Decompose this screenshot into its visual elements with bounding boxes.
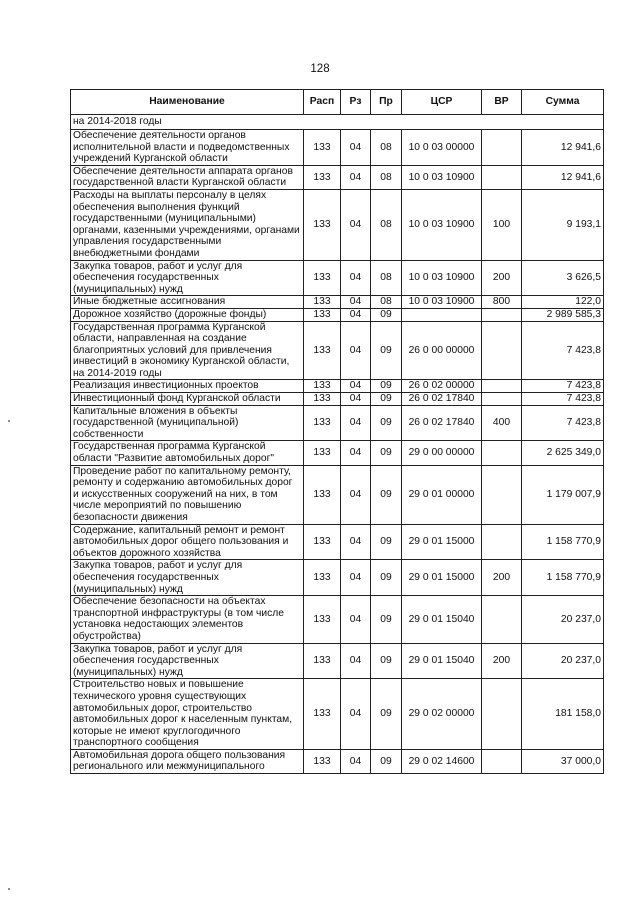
cell-vr: 200 — [482, 643, 522, 679]
header-csr: ЦСР — [402, 90, 482, 115]
cell-csr: 29 0 01 00000 — [402, 465, 482, 524]
cell-sum: 122,0 — [522, 296, 604, 309]
cell-pr: 09 — [371, 679, 402, 750]
cell-csr: 29 0 02 00000 — [402, 679, 482, 750]
cell-name: Дорожное хозяйство (дорожные фонды) — [71, 308, 304, 321]
cell-sum: 7 423,8 — [522, 321, 604, 380]
table-row — [71, 165, 604, 189]
cell-csr: 10 0 03 10900 — [402, 260, 482, 296]
header-rasp: Расп — [304, 90, 341, 115]
table-row — [71, 441, 604, 465]
cell-rasp: 133 — [304, 643, 341, 679]
cell-vr: 400 — [482, 405, 522, 441]
cell-vr — [482, 393, 522, 406]
cell-pr: 09 — [371, 308, 402, 321]
cell-csr: 10 0 03 10900 — [402, 296, 482, 309]
table-row — [71, 465, 604, 524]
header-sum: Сумма — [522, 90, 604, 115]
table-header-row — [71, 90, 604, 115]
cell-csr: 26 0 02 00000 — [402, 380, 482, 393]
header-rz: Рз — [341, 90, 371, 115]
cell-name: Обеспечение деятельности органов исполнительной власти и подведомственных учреждений Курганской области — [71, 130, 304, 166]
scan-mark — [8, 420, 10, 422]
cell-rasp: 133 — [304, 260, 341, 296]
cell-name: Проведение работ по капитальному ремонту, ремонту и содержанию автомобильных дорог и искусственных сооружений на них, в том числе мероприятий по повышению безопасности движения — [71, 465, 304, 524]
cell-sum: 12 941,6 — [522, 130, 604, 166]
table-row — [71, 596, 604, 643]
cell-pr: 09 — [371, 393, 402, 406]
cell-vr — [482, 441, 522, 465]
cell-name: Автомобильная дорога общего пользования регионального или межмуниципального — [71, 749, 304, 773]
cell-pr: 09 — [371, 560, 402, 596]
table-row — [71, 560, 604, 596]
header-pr: Пр — [371, 90, 402, 115]
cell-rasp: 133 — [304, 393, 341, 406]
cell-rasp: 133 — [304, 308, 341, 321]
continuation-row — [71, 115, 604, 130]
cell-name: Закупка товаров, работ и услуг для обеспечения государственных (муниципальных) нужд — [71, 643, 304, 679]
cell-sum: 1 158 770,9 — [522, 524, 604, 560]
cell-vr — [482, 308, 522, 321]
cell-name: Обеспечение деятельности аппарата органов государственной власти Курганской области — [71, 165, 304, 189]
cell-csr: 29 0 01 15000 — [402, 524, 482, 560]
cell-vr: 200 — [482, 560, 522, 596]
cell-sum: 7 423,8 — [522, 380, 604, 393]
cell-csr: 29 0 01 15000 — [402, 560, 482, 596]
cell-rz: 04 — [341, 260, 371, 296]
cell-pr: 08 — [371, 189, 402, 260]
cell-rasp: 133 — [304, 441, 341, 465]
cell-pr: 08 — [371, 260, 402, 296]
cell-pr: 09 — [371, 441, 402, 465]
cell-rasp: 133 — [304, 560, 341, 596]
cell-vr — [482, 130, 522, 166]
cell-rasp: 133 — [304, 749, 341, 773]
cell-vr — [482, 679, 522, 750]
cell-name: Инвестиционный фонд Курганской области — [71, 393, 304, 406]
table-row — [71, 130, 604, 166]
cell-rz: 04 — [341, 321, 371, 380]
cell-pr: 08 — [371, 130, 402, 166]
cell-sum: 1 179 007,9 — [522, 465, 604, 524]
cell-sum: 20 237,0 — [522, 643, 604, 679]
cell-pr: 09 — [371, 405, 402, 441]
table-row — [71, 393, 604, 406]
cell-rz: 04 — [341, 524, 371, 560]
cell-pr: 09 — [371, 643, 402, 679]
cell-csr: 29 0 01 15040 — [402, 596, 482, 643]
cell-sum: 1 158 770,9 — [522, 560, 604, 596]
cell-rz: 04 — [341, 165, 371, 189]
cell-rasp: 133 — [304, 321, 341, 380]
budget-table — [70, 89, 604, 774]
table-row — [71, 643, 604, 679]
cell-vr — [482, 321, 522, 380]
cell-name: Расходы на выплаты персоналу в целях обеспечения выполнения функций государственными (муниципальными) органами, казенными учреждениями, органами управления государственными внебюджетными фондами — [71, 189, 304, 260]
cell-name: Государственная программа Курганской области, направленная на создание благоприятных условий для привлечения инвестиций в экономику Курганской области, на 2014-2019 годы — [71, 321, 304, 380]
cell-csr — [402, 308, 482, 321]
table-row — [71, 679, 604, 750]
cell-rz: 04 — [341, 596, 371, 643]
cell-rz: 04 — [341, 393, 371, 406]
cell-rasp: 133 — [304, 130, 341, 166]
page-number: 128 — [310, 63, 330, 75]
cell-pr: 09 — [371, 524, 402, 560]
cell-rz: 04 — [341, 441, 371, 465]
cell-rz: 04 — [341, 643, 371, 679]
cell-vr — [482, 596, 522, 643]
header-vr: ВР — [482, 90, 522, 115]
cell-vr — [482, 749, 522, 773]
header-name: Наименование — [71, 90, 304, 115]
scan-mark — [8, 888, 10, 890]
cell-pr: 08 — [371, 165, 402, 189]
table-row — [71, 405, 604, 441]
cell-pr: 09 — [371, 380, 402, 393]
cell-sum: 12 941,6 — [522, 165, 604, 189]
table-row — [71, 189, 604, 260]
cell-rasp: 133 — [304, 679, 341, 750]
table-row — [71, 380, 604, 393]
cell-rasp: 133 — [304, 524, 341, 560]
cell-rasp: 133 — [304, 465, 341, 524]
cell-csr: 29 0 00 00000 — [402, 441, 482, 465]
cell-rasp: 133 — [304, 596, 341, 643]
cell-vr — [482, 465, 522, 524]
cell-name: Закупка товаров, работ и услуг для обеспечения государственных (муниципальных) нужд — [71, 560, 304, 596]
cell-pr: 08 — [371, 296, 402, 309]
cell-rasp: 133 — [304, 189, 341, 260]
cell-vr: 200 — [482, 260, 522, 296]
cell-vr: 100 — [482, 189, 522, 260]
table-row — [71, 260, 604, 296]
table-row — [71, 321, 604, 380]
cell-vr — [482, 165, 522, 189]
cell-csr: 29 0 01 15040 — [402, 643, 482, 679]
cell-sum: 20 237,0 — [522, 596, 604, 643]
cell-rz: 04 — [341, 465, 371, 524]
cell-name: Строительство новых и повышение технического уровня существующих автомобильных дорог, строительство автомобильных дорог к населенным пунктам, которые не имеют круглогодичного транспортного сообщения — [71, 679, 304, 750]
cell-sum: 7 423,8 — [522, 393, 604, 406]
cell-rz: 04 — [341, 296, 371, 309]
cell-csr: 26 0 02 17840 — [402, 405, 482, 441]
cell-name: Закупка товаров, работ и услуг для обеспечения государственных (муниципальных) нужд — [71, 260, 304, 296]
cell-csr: 10 0 03 10900 — [402, 189, 482, 260]
cell-pr: 09 — [371, 465, 402, 524]
cell-sum: 2 989 585,3 — [522, 308, 604, 321]
cell-rz: 04 — [341, 405, 371, 441]
table-row — [71, 296, 604, 309]
cell-rz: 04 — [341, 189, 371, 260]
cell-name: Иные бюджетные ассигнования — [71, 296, 304, 309]
cell-rz: 04 — [341, 560, 371, 596]
cell-sum: 7 423,8 — [522, 405, 604, 441]
cell-pr: 09 — [371, 749, 402, 773]
cell-sum: 2 625 349,0 — [522, 441, 604, 465]
cell-rz: 04 — [341, 749, 371, 773]
cell-csr: 10 0 03 10900 — [402, 165, 482, 189]
cell-pr: 09 — [371, 321, 402, 380]
cell-name: Капитальные вложения в объекты государственной (муниципальной) собственности — [71, 405, 304, 441]
cell-vr — [482, 524, 522, 560]
cell-name: Государственная программа Курганской области "Развитие автомобильных дорог" — [71, 441, 304, 465]
cell-csr: 26 0 00 00000 — [402, 321, 482, 380]
cell-csr: 26 0 02 17840 — [402, 393, 482, 406]
cell-rasp: 133 — [304, 296, 341, 309]
table-row — [71, 524, 604, 560]
cell-name: Обеспечение безопасности на объектах транспортной инфраструктуры (в том числе установка недостающих элементов обустройства) — [71, 596, 304, 643]
cell-rz: 04 — [341, 679, 371, 750]
cell-rz: 04 — [341, 130, 371, 166]
continuation-text: на 2014-2018 годы — [71, 115, 604, 130]
cell-sum: 3 626,5 — [522, 260, 604, 296]
cell-rasp: 133 — [304, 380, 341, 393]
cell-rz: 04 — [341, 380, 371, 393]
cell-sum: 9 193,1 — [522, 189, 604, 260]
cell-pr: 09 — [371, 596, 402, 643]
cell-sum: 37 000,0 — [522, 749, 604, 773]
cell-rasp: 133 — [304, 405, 341, 441]
table-row — [71, 749, 604, 773]
cell-vr: 800 — [482, 296, 522, 309]
cell-rz: 04 — [341, 308, 371, 321]
cell-sum: 181 158,0 — [522, 679, 604, 750]
table-row — [71, 308, 604, 321]
cell-csr: 29 0 02 14600 — [402, 749, 482, 773]
cell-name: Реализация инвестиционных проектов — [71, 380, 304, 393]
cell-csr: 10 0 03 00000 — [402, 130, 482, 166]
cell-name: Содержание, капитальный ремонт и ремонт автомобильных дорог общего пользования и объектов дорожного хозяйства — [71, 524, 304, 560]
cell-vr — [482, 380, 522, 393]
cell-rasp: 133 — [304, 165, 341, 189]
